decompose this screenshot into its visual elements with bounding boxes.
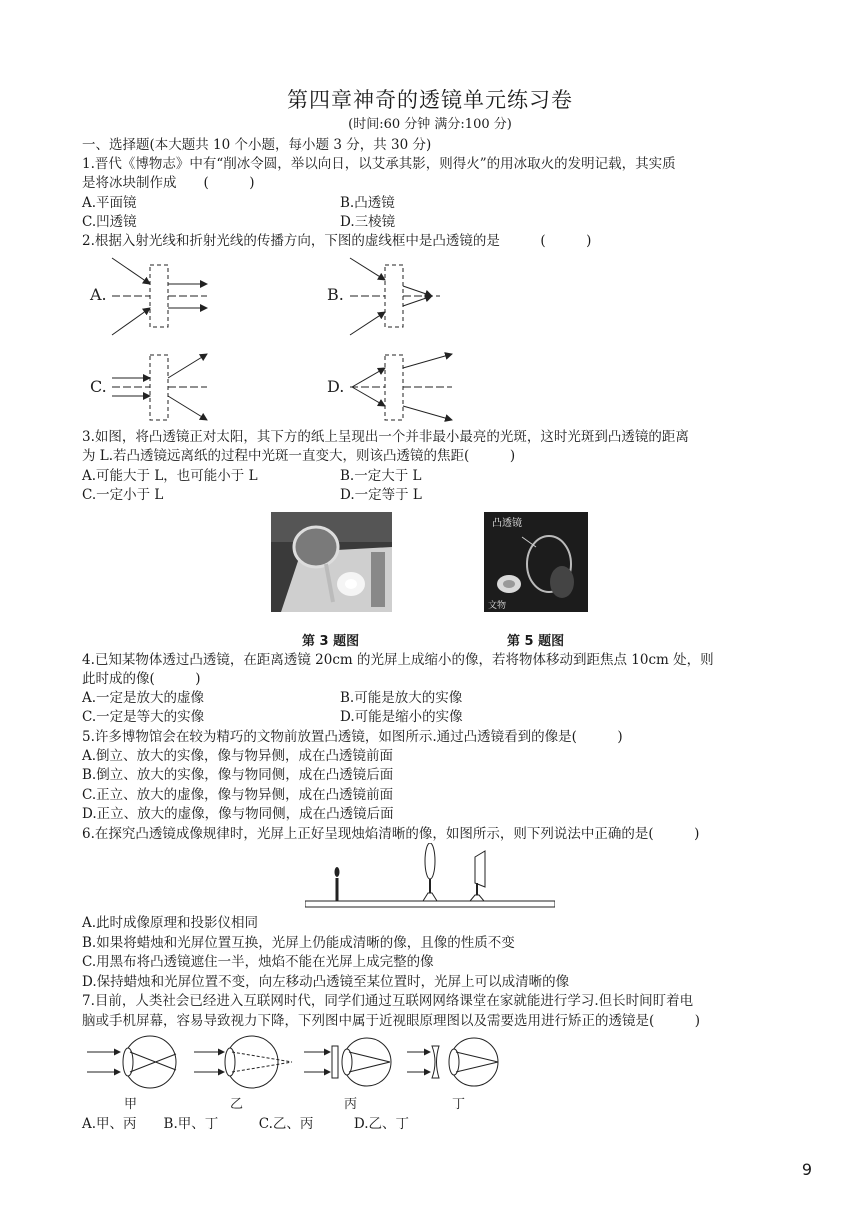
q5-stem: 5.许多博物馆会在较为精巧的文物前放置凸透镜，如图所示.通过凸透镜看到的像是( ) [82,729,623,745]
q7-stem-line1: 7.目前，人类社会已经进入互联网时代，同学们通过互联网网络课堂在家就能进行学习.但长时间盯着电 [82,993,694,1009]
q7-label-jia: 甲 [124,1097,138,1112]
q3-option-c: C.一定小于 L [82,487,164,503]
q3-figure-caption: 第 3 题图 [302,634,360,649]
q7-eye-yi [194,1036,292,1112]
q7-eye-ding [407,1038,498,1112]
q7-eye-diagrams [82,1032,522,1112]
q4-option-a: A.一定是放大的虚像 [82,690,205,706]
q6-stem: 6.在探究凸透镜成像规律时，光屏上正好呈现烛焰清晰的像，如图所示，则下列说法中正确的是( ) [82,826,700,842]
q5-option-d: D.正立、放大的虚像，像与物同侧，成在凸透镜后面 [82,806,394,822]
q5-figure-caption: 第 5 题图 [507,634,565,649]
q1-option-d: D.三棱镜 [340,214,396,230]
exam-time-score: (时间:60 分钟 满分:100 分) [348,117,512,132]
q6-optical-bench [305,843,555,913]
q3-stem-line1: 3.如图，将凸透镜正对太阳，其下方的纸上呈现出一个并非最小最亮的光斑，这时光斑到凸透镜的距离 [82,429,689,445]
q7-label-bing: 丙 [344,1097,358,1112]
q7-stem-line2: 脑或手机屏幕，容易导致视力下降，下列图中属于近视眼原理图以及需要选用进行矫正的透镜是( ) [82,1013,701,1029]
q3-stem-line2: 为 L.若凸透镜远离纸的过程中光斑一直变大，则该凸透镜的焦距( ) [82,448,516,464]
q2-label-a: A. [90,285,107,304]
q3-option-a: A.可能大于 L，也可能小于 L [82,468,258,484]
q2-diagram-b [327,258,440,335]
q3-option-d: D.一定等于 L [340,487,422,503]
q7-eye-bing [304,1038,391,1112]
q2-label-c: C. [90,377,107,396]
q6-option-b: B.如果将蜡烛和光屏位置互换，光屏上仍能成清晰的像，且像的性质不变 [82,935,515,951]
q4-stem-line1: 4.已知某物体透过凸透镜，在距离透镜 20cm 的光屏上成缩小的像，若将物体移动到距焦点 10cm 处，则 [82,652,714,668]
q1-option-c: C.凹透镜 [82,214,137,230]
q5-option-b: B.倒立、放大的实像，像与物同侧，成在凸透镜后面 [82,767,394,783]
q2-stem: 2.根据入射光线和折射光线的传播方向，下图的虚线框中是凸透镜的是 ( ) [82,233,592,249]
q2-diagram-a [89,258,207,335]
q4-option-d: D.可能是缩小的实像 [340,709,463,725]
q7-eye-jia [87,1036,176,1112]
q6-option-d: D.保持蜡烛和光屏位置不变，向左移动凸透镜至某位置时，光屏上可以成清晰的像 [82,974,570,990]
q1-option-a: A.平面镜 [82,195,137,211]
q4-stem-line2: 此时成的像( ) [82,671,201,687]
q5-option-a: A.倒立、放大的实像，像与物异侧，成在凸透镜前面 [82,748,394,764]
q1-stem-line1: 1.晋代《博物志》中有“削冰令圆，举以向日，以艾承其影，则得火”的用冰取火的发明记载，其实质 [82,156,676,172]
q2-diagram-c [90,354,207,420]
relic-photo-label: 文物 [488,601,507,611]
q1-option-b: B.凸透镜 [340,195,395,211]
q7-label-ding: 丁 [452,1097,466,1112]
q7-options: A.甲、丙 B.甲、丁 C.乙、丙 D.乙、丁 [82,1116,410,1132]
q6-option-a: A.此时成像原理和投影仪相同 [82,915,259,931]
q4-option-b: B.可能是放大的实像 [340,690,463,706]
section-heading: 一、选择题(本大题共 10 个小题，每小题 3 分，共 30 分) [82,137,432,153]
q2-lens-diagrams [82,250,482,430]
q3-photo [271,512,392,612]
q5-option-c: C.正立、放大的虚像，像与物异侧，成在凸透镜前面 [82,787,394,803]
q2-label-d: D. [327,377,345,396]
q2-diagram-d [327,354,452,420]
q2-label-b: B. [327,285,344,304]
page-number: 9 [801,1160,812,1179]
q3-option-b: B.一定大于 L [340,468,422,484]
q1-stem-line2: 是将冰块制作成 ( ) [82,175,255,191]
page-title: 第四章神奇的透镜单元练习卷 [287,88,573,112]
q6-option-c: C.用黑布将凸透镜遮住一半，烛焰不能在光屏上成完整的像 [82,954,434,970]
q4-option-c: C.一定是等大的实像 [82,709,205,725]
lens-photo-label: 凸透镜 [492,518,522,529]
q7-label-yi: 乙 [230,1097,244,1112]
q5-photo [484,512,588,612]
